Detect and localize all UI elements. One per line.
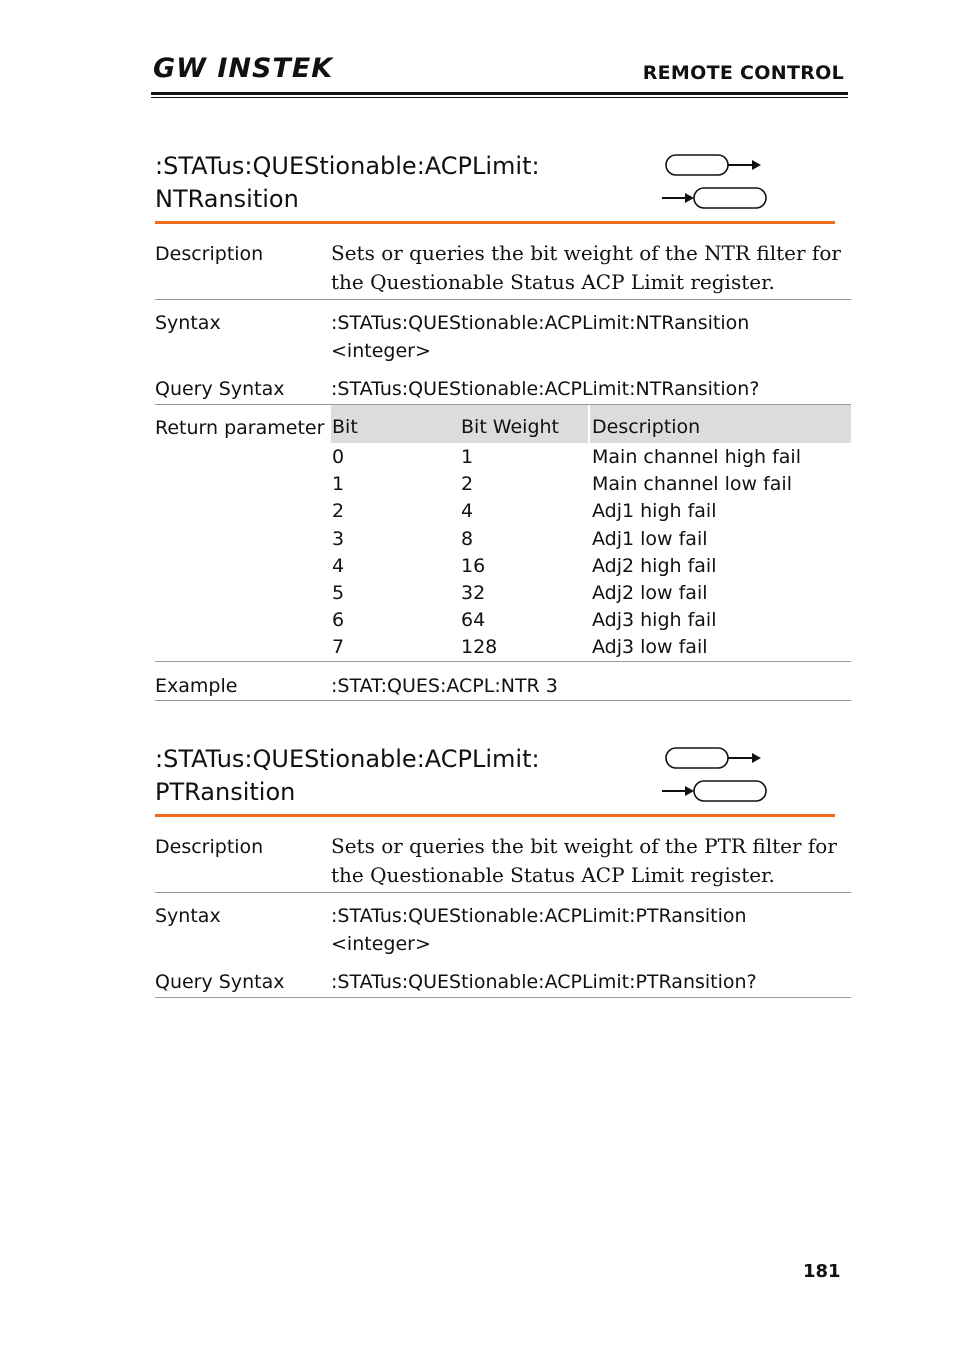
syntax-text xyxy=(331,309,749,365)
table-cell-weight: 2 xyxy=(461,473,474,495)
table-cell-description: Main channel low fail xyxy=(592,473,792,495)
page-number: 181 xyxy=(803,1261,841,1282)
table-cell-description: Main channel high fail xyxy=(592,446,801,468)
table-cell-bit: 7 xyxy=(332,636,345,658)
table-cell-description: Adj1 high fail xyxy=(592,500,717,522)
table-cell-weight: 1 xyxy=(461,446,474,468)
table-cell-description: Adj3 low fail xyxy=(592,636,708,658)
section-title: REMOTE CONTROL xyxy=(642,62,844,84)
description-line1: Sets or queries the bit weight of the NTR filter for xyxy=(331,241,841,265)
syntax-line2: <integer> xyxy=(331,340,431,362)
query-syntax-text: :STATus:QUEStionable:ACPLimit:PTRansition? xyxy=(331,971,757,993)
table-cell-bit: 1 xyxy=(332,473,345,495)
table-cell-description: Adj2 high fail xyxy=(592,555,717,577)
example-label: Example xyxy=(155,675,238,697)
table-cell-weight: 4 xyxy=(461,500,474,522)
command-title-line1: :STATus:QUEStionable:ACPLimit: xyxy=(155,152,540,180)
description-line2: the Questionable Status ACP Limit register. xyxy=(331,863,775,887)
description-line1: Sets or queries the bit weight of the PTR filter for xyxy=(331,834,837,858)
header-rule xyxy=(151,92,848,95)
syntax-line1: :STATus:QUEStionable:ACPLimit:NTRansition xyxy=(331,312,750,334)
table-cell-weight: 32 xyxy=(461,582,486,604)
table-cell-description: Adj2 low fail xyxy=(592,582,708,604)
command-title-line1: :STATus:QUEStionable:ACPLimit: xyxy=(155,745,540,773)
syntax-text xyxy=(331,902,747,958)
row-divider xyxy=(155,661,851,662)
example-text: :STAT:QUES:ACPL:NTR 3 xyxy=(331,675,558,697)
table-cell-weight: 128 xyxy=(461,636,498,658)
table-cell-bit: 4 xyxy=(332,555,345,577)
row-divider xyxy=(155,892,851,893)
description-text xyxy=(331,832,837,890)
table-header-separator xyxy=(588,405,590,443)
command-title-line2: NTRansition xyxy=(155,185,299,213)
syntax-label: Syntax xyxy=(155,905,221,927)
table-cell-weight: 8 xyxy=(461,528,474,550)
table-cell-bit: 0 xyxy=(332,446,345,468)
command-title-ptr xyxy=(155,743,540,809)
query-syntax-label: Query Syntax xyxy=(155,971,285,993)
table-cell-weight: 64 xyxy=(461,609,486,631)
table-cell-bit: 6 xyxy=(332,609,345,631)
syntax-line2: <integer> xyxy=(331,933,431,955)
header-rule-thin xyxy=(151,97,848,98)
command-title-line2: PTRansition xyxy=(155,778,296,806)
row-divider xyxy=(155,997,851,998)
command-title-ntr xyxy=(155,150,540,216)
set-query-icon xyxy=(660,743,770,805)
description-line2: the Questionable Status ACP Limit register. xyxy=(331,270,775,294)
syntax-line1: :STATus:QUEStionable:ACPLimit:PTRansition xyxy=(331,905,747,927)
table-cell-bit: 2 xyxy=(332,500,345,522)
table-cell-description: Adj3 high fail xyxy=(592,609,717,631)
syntax-label: Syntax xyxy=(155,312,221,334)
query-syntax-label: Query Syntax xyxy=(155,378,285,400)
table-header-description: Description xyxy=(592,416,701,438)
description-label: Description xyxy=(155,836,264,858)
table-header-bit: Bit xyxy=(332,416,358,438)
brand-logo: GW INSTEK xyxy=(153,53,334,84)
row-divider xyxy=(155,299,851,300)
title-accent-rule xyxy=(155,814,835,817)
row-divider xyxy=(155,700,851,701)
return-parameter-label: Return parameter xyxy=(155,417,325,439)
table-cell-description: Adj1 low fail xyxy=(592,528,708,550)
table-cell-bit: 5 xyxy=(332,582,345,604)
set-query-icon xyxy=(660,150,770,212)
title-accent-rule xyxy=(155,221,835,224)
table-cell-weight: 16 xyxy=(461,555,486,577)
table-cell-bit: 3 xyxy=(332,528,345,550)
table-header-bit-weight: Bit Weight xyxy=(461,416,559,438)
description-text xyxy=(331,239,841,297)
query-syntax-text: :STATus:QUEStionable:ACPLimit:NTRansition? xyxy=(331,378,760,400)
description-label: Description xyxy=(155,243,264,265)
table-header-bg xyxy=(331,405,851,443)
